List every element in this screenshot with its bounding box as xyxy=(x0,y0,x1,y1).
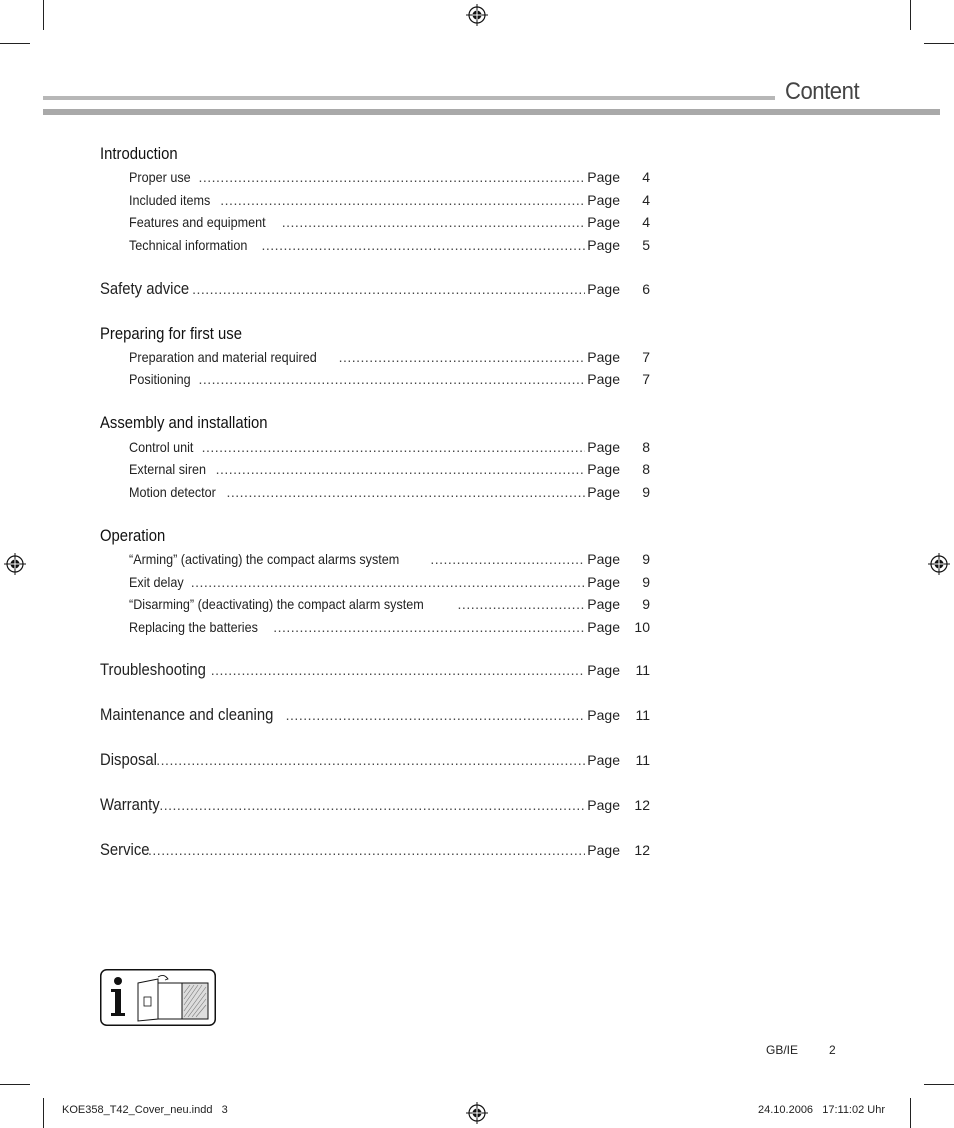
print-slug-timestamp: 24.10.2006 17:11:02 Uhr xyxy=(758,1104,886,1116)
toc-section-heading: Operation xyxy=(100,527,166,545)
crop-mark xyxy=(43,0,44,30)
crop-mark xyxy=(910,1098,911,1128)
toc-section-heading: Introduction xyxy=(100,145,178,163)
footer-language: GB/IE xyxy=(766,1043,799,1057)
registration-mark-icon xyxy=(466,1102,488,1124)
info-manual-icon xyxy=(100,969,216,1026)
toc-entry[interactable]: Motion detector ..... Page 9 xyxy=(129,484,650,500)
crop-mark xyxy=(43,1098,44,1128)
toc-section-heading: Assembly and installation xyxy=(100,414,268,432)
footer-page-number: 2 xyxy=(829,1043,836,1057)
toc-main-entry[interactable]: Safety advice ..... Page 6 xyxy=(100,280,650,299)
toc-entry[interactable]: “Disarming” (deactivating) the compact alarm system ..... Page 9 xyxy=(129,596,650,612)
toc-main-entry[interactable]: Service ..... Page 12 xyxy=(100,841,650,860)
page-title: Content xyxy=(785,78,860,105)
toc-section-heading: Preparing for first use xyxy=(100,325,242,343)
toc-entry[interactable]: “Arming” (activating) the compact alarms system ..... Page 9 xyxy=(129,551,650,567)
crop-mark xyxy=(910,0,911,30)
toc-entry[interactable]: External siren ..... Page 8 xyxy=(129,461,650,477)
toc-entry[interactable]: Features and equipment ..... Page 4 xyxy=(129,214,650,230)
toc-main-entry[interactable]: Troubleshooting ..... Page 11 xyxy=(100,661,650,680)
toc-main-entry[interactable]: Disposal ..... Page 11 xyxy=(100,751,650,770)
crop-mark xyxy=(924,43,954,44)
registration-mark-icon xyxy=(466,4,488,26)
toc-entry[interactable]: Control unit ..... Page 8 xyxy=(129,439,650,455)
registration-mark-icon xyxy=(928,553,950,575)
toc-entry[interactable]: Preparation and material required ..... Page 7 xyxy=(129,349,650,365)
toc-entry[interactable]: Exit delay ..... Page 9 xyxy=(129,574,650,590)
toc-entry[interactable]: Positioning ..... Page 7 xyxy=(129,371,650,387)
crop-mark xyxy=(924,1084,954,1085)
toc-entry[interactable]: Technical information ..... Page 5 xyxy=(129,237,650,253)
toc-main-entry[interactable]: Warranty ..... Page 12 xyxy=(100,796,650,815)
registration-mark-icon xyxy=(4,553,26,575)
header-rule-thick xyxy=(43,109,940,115)
crop-mark xyxy=(0,1084,30,1085)
toc-main-entry[interactable]: Maintenance and cleaning ..... Page 11 xyxy=(100,706,650,725)
toc-entry[interactable]: Proper use ..... Page 4 xyxy=(129,169,650,185)
header-rule-thin xyxy=(43,96,775,100)
print-slug-filename: KOE358_T42_Cover_neu.indd 3 xyxy=(62,1104,228,1116)
toc-entry[interactable]: Replacing the batteries ..... Page 10 xyxy=(129,619,650,635)
crop-mark xyxy=(0,43,30,44)
toc-entry[interactable]: Included items ..... Page 4 xyxy=(129,192,650,208)
